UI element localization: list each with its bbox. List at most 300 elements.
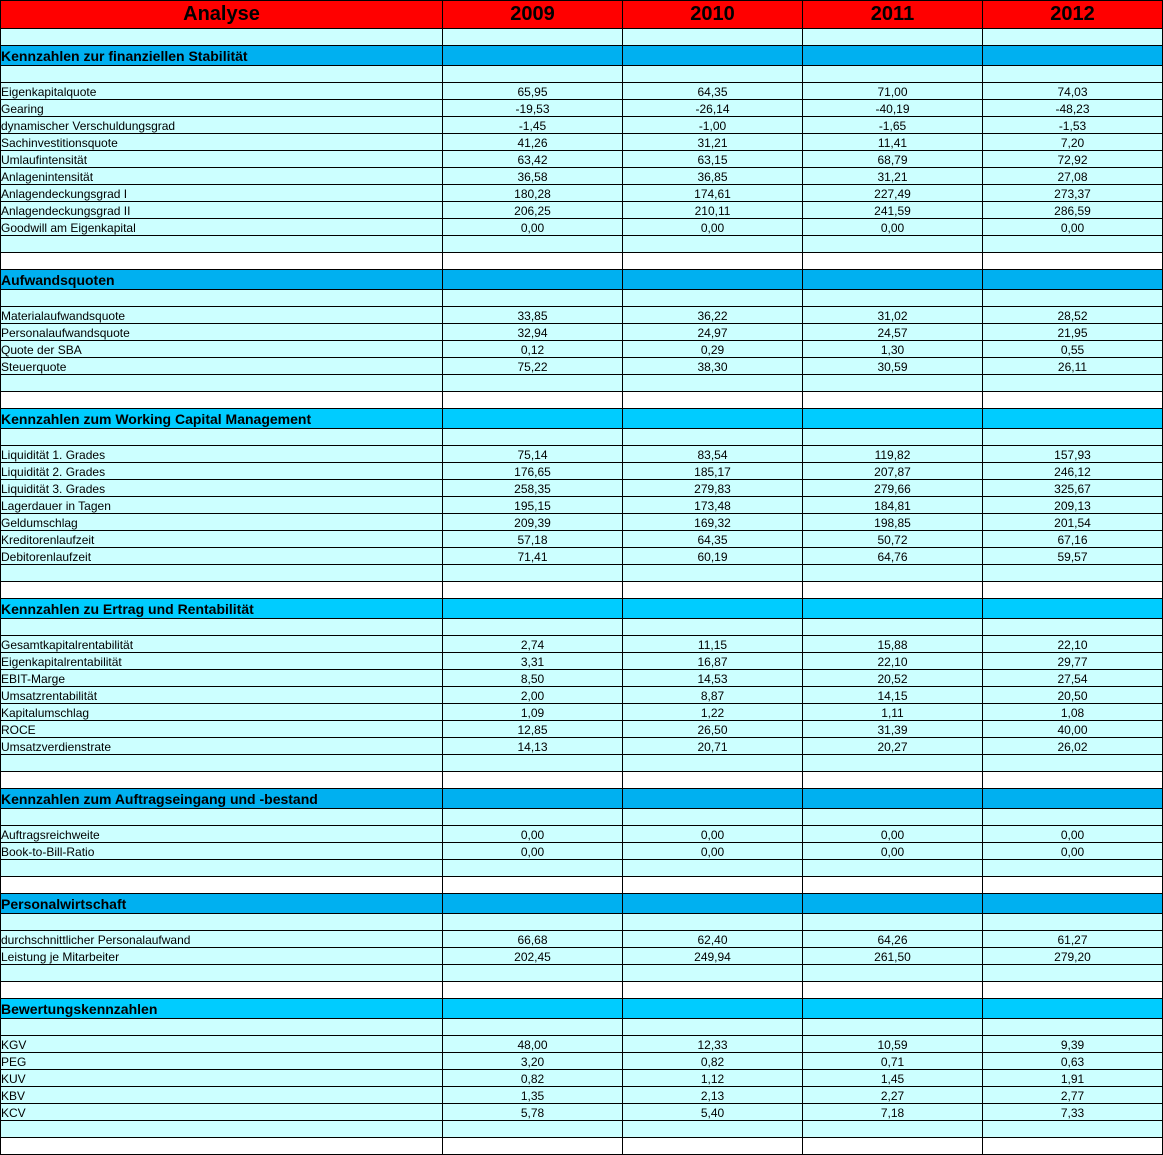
empty-cell[interactable] xyxy=(623,1138,803,1155)
metric-label-cell[interactable]: Anlagendeckungsgrad II xyxy=(1,202,443,219)
empty-cell[interactable] xyxy=(1,375,443,392)
section-title-cell[interactable]: Aufwandsquoten xyxy=(1,270,443,290)
metric-label-cell[interactable]: Leistung je Mitarbeiter xyxy=(1,948,443,965)
section-empty-cell[interactable] xyxy=(983,599,1163,619)
empty-cell[interactable] xyxy=(1,809,443,826)
metric-value-cell[interactable]: 40,00 xyxy=(983,721,1163,738)
empty-cell[interactable] xyxy=(1,565,443,582)
empty-cell[interactable] xyxy=(803,877,983,894)
metric-value-cell[interactable]: -1,65 xyxy=(803,117,983,134)
metric-value-cell[interactable]: 31,21 xyxy=(803,168,983,185)
metric-value-cell[interactable]: 64,76 xyxy=(803,548,983,565)
metric-label-cell[interactable]: KGV xyxy=(1,1036,443,1053)
empty-cell[interactable] xyxy=(443,1138,623,1155)
metric-value-cell[interactable]: 71,00 xyxy=(803,83,983,100)
empty-cell[interactable] xyxy=(803,772,983,789)
section-empty-cell[interactable] xyxy=(443,999,623,1019)
metric-label-cell[interactable]: Personalaufwandsquote xyxy=(1,324,443,341)
empty-cell[interactable] xyxy=(623,877,803,894)
empty-cell[interactable] xyxy=(1,236,443,253)
section-empty-cell[interactable] xyxy=(803,999,983,1019)
section-empty-cell[interactable] xyxy=(623,894,803,914)
metric-value-cell[interactable]: 41,26 xyxy=(443,134,623,151)
metric-label-cell[interactable]: durchschnittlicher Personalaufwand xyxy=(1,931,443,948)
metric-value-cell[interactable]: 3,20 xyxy=(443,1053,623,1070)
empty-cell[interactable] xyxy=(803,1121,983,1138)
metric-value-cell[interactable]: 29,77 xyxy=(983,653,1163,670)
section-title-cell[interactable]: Kennzahlen zur finanziellen Stabilität xyxy=(1,46,443,66)
metric-value-cell[interactable]: 185,17 xyxy=(623,463,803,480)
metric-value-cell[interactable]: 16,87 xyxy=(623,653,803,670)
metric-value-cell[interactable]: 2,27 xyxy=(803,1087,983,1104)
metric-value-cell[interactable]: 14,13 xyxy=(443,738,623,755)
section-empty-cell[interactable] xyxy=(983,999,1163,1019)
metric-value-cell[interactable]: 325,67 xyxy=(983,480,1163,497)
empty-cell[interactable] xyxy=(983,619,1163,636)
section-empty-cell[interactable] xyxy=(623,46,803,66)
header-analyse-cell[interactable]: Analyse xyxy=(1,1,443,29)
empty-cell[interactable] xyxy=(443,860,623,877)
metric-value-cell[interactable]: 74,03 xyxy=(983,83,1163,100)
empty-cell[interactable] xyxy=(623,29,803,46)
metric-value-cell[interactable]: 0,00 xyxy=(443,219,623,236)
metric-value-cell[interactable]: 1,91 xyxy=(983,1070,1163,1087)
metric-value-cell[interactable]: 24,57 xyxy=(803,324,983,341)
empty-cell[interactable] xyxy=(443,290,623,307)
empty-cell[interactable] xyxy=(1,1138,443,1155)
empty-cell[interactable] xyxy=(803,982,983,999)
empty-cell[interactable] xyxy=(1,772,443,789)
metric-value-cell[interactable]: 28,52 xyxy=(983,307,1163,324)
metric-label-cell[interactable]: ROCE xyxy=(1,721,443,738)
metric-value-cell[interactable]: 50,72 xyxy=(803,531,983,548)
empty-cell[interactable] xyxy=(443,66,623,83)
empty-cell[interactable] xyxy=(623,1019,803,1036)
metric-value-cell[interactable]: 198,85 xyxy=(803,514,983,531)
empty-cell[interactable] xyxy=(803,253,983,270)
section-empty-cell[interactable] xyxy=(983,409,1163,429)
metric-value-cell[interactable]: 64,35 xyxy=(623,83,803,100)
empty-cell[interactable] xyxy=(983,914,1163,931)
metric-value-cell[interactable]: 1,30 xyxy=(803,341,983,358)
metric-value-cell[interactable]: 36,22 xyxy=(623,307,803,324)
metric-value-cell[interactable]: -19,53 xyxy=(443,100,623,117)
empty-cell[interactable] xyxy=(623,965,803,982)
section-title-cell[interactable]: Kennzahlen zu Ertrag und Rentabilität xyxy=(1,599,443,619)
empty-cell[interactable] xyxy=(623,565,803,582)
metric-value-cell[interactable]: 83,54 xyxy=(623,446,803,463)
metric-value-cell[interactable]: 0,82 xyxy=(623,1053,803,1070)
metric-value-cell[interactable]: 31,39 xyxy=(803,721,983,738)
empty-cell[interactable] xyxy=(1,619,443,636)
metric-value-cell[interactable]: 5,40 xyxy=(623,1104,803,1121)
metric-label-cell[interactable]: Kreditorenlaufzeit xyxy=(1,531,443,548)
metric-label-cell[interactable]: Anlagendeckungsgrad I xyxy=(1,185,443,202)
metric-label-cell[interactable]: EBIT-Marge xyxy=(1,670,443,687)
empty-cell[interactable] xyxy=(443,619,623,636)
metric-value-cell[interactable]: 64,35 xyxy=(623,531,803,548)
metric-value-cell[interactable]: 209,13 xyxy=(983,497,1163,514)
metric-value-cell[interactable]: 209,39 xyxy=(443,514,623,531)
section-title-cell[interactable]: Kennzahlen zum Auftragseingang und -bestand xyxy=(1,789,443,809)
metric-value-cell[interactable]: 62,40 xyxy=(623,931,803,948)
metric-value-cell[interactable]: 0,00 xyxy=(983,843,1163,860)
metric-value-cell[interactable]: 67,16 xyxy=(983,531,1163,548)
section-empty-cell[interactable] xyxy=(803,599,983,619)
metric-value-cell[interactable]: 157,93 xyxy=(983,446,1163,463)
metric-label-cell[interactable]: Auftragsreichweite xyxy=(1,826,443,843)
metric-value-cell[interactable]: 31,21 xyxy=(623,134,803,151)
empty-cell[interactable] xyxy=(1,392,443,409)
empty-cell[interactable] xyxy=(623,619,803,636)
metric-value-cell[interactable]: 1,45 xyxy=(803,1070,983,1087)
section-empty-cell[interactable] xyxy=(623,789,803,809)
metric-value-cell[interactable]: 1,11 xyxy=(803,704,983,721)
section-title-cell[interactable]: Personalwirtschaft xyxy=(1,894,443,914)
metric-label-cell[interactable]: Kapitalumschlag xyxy=(1,704,443,721)
metric-value-cell[interactable]: 12,85 xyxy=(443,721,623,738)
metric-value-cell[interactable]: 63,15 xyxy=(623,151,803,168)
section-empty-cell[interactable] xyxy=(803,270,983,290)
metric-value-cell[interactable]: 176,65 xyxy=(443,463,623,480)
section-empty-cell[interactable] xyxy=(983,46,1163,66)
empty-cell[interactable] xyxy=(623,914,803,931)
empty-cell[interactable] xyxy=(1,860,443,877)
empty-cell[interactable] xyxy=(803,860,983,877)
metric-value-cell[interactable]: 36,58 xyxy=(443,168,623,185)
metric-value-cell[interactable]: 12,33 xyxy=(623,1036,803,1053)
metric-value-cell[interactable]: 180,28 xyxy=(443,185,623,202)
empty-cell[interactable] xyxy=(983,755,1163,772)
metric-value-cell[interactable]: 38,30 xyxy=(623,358,803,375)
empty-cell[interactable] xyxy=(443,565,623,582)
metric-value-cell[interactable]: 279,66 xyxy=(803,480,983,497)
empty-cell[interactable] xyxy=(803,236,983,253)
metric-value-cell[interactable]: 174,61 xyxy=(623,185,803,202)
metric-value-cell[interactable]: 246,12 xyxy=(983,463,1163,480)
metric-value-cell[interactable]: 7,18 xyxy=(803,1104,983,1121)
metric-value-cell[interactable]: 14,53 xyxy=(623,670,803,687)
section-title-cell[interactable]: Bewertungskennzahlen xyxy=(1,999,443,1019)
empty-cell[interactable] xyxy=(623,772,803,789)
empty-cell[interactable] xyxy=(803,29,983,46)
metric-label-cell[interactable]: Book-to-Bill-Ratio xyxy=(1,843,443,860)
empty-cell[interactable] xyxy=(803,965,983,982)
metric-value-cell[interactable]: 0,55 xyxy=(983,341,1163,358)
metric-value-cell[interactable]: 27,54 xyxy=(983,670,1163,687)
empty-cell[interactable] xyxy=(983,565,1163,582)
metric-label-cell[interactable]: Liquidität 3. Grades xyxy=(1,480,443,497)
metric-value-cell[interactable]: 0,82 xyxy=(443,1070,623,1087)
metric-value-cell[interactable]: 1,08 xyxy=(983,704,1163,721)
empty-cell[interactable] xyxy=(983,253,1163,270)
empty-cell[interactable] xyxy=(983,982,1163,999)
metric-value-cell[interactable]: 2,77 xyxy=(983,1087,1163,1104)
metric-label-cell[interactable]: Liquidität 1. Grades xyxy=(1,446,443,463)
metric-label-cell[interactable]: Liquidität 2. Grades xyxy=(1,463,443,480)
metric-value-cell[interactable]: 3,31 xyxy=(443,653,623,670)
empty-cell[interactable] xyxy=(623,375,803,392)
empty-cell[interactable] xyxy=(1,582,443,599)
empty-cell[interactable] xyxy=(803,755,983,772)
metric-value-cell[interactable]: 20,50 xyxy=(983,687,1163,704)
metric-value-cell[interactable]: 27,08 xyxy=(983,168,1163,185)
section-empty-cell[interactable] xyxy=(983,789,1163,809)
empty-cell[interactable] xyxy=(803,290,983,307)
empty-cell[interactable] xyxy=(443,236,623,253)
metric-value-cell[interactable]: 249,94 xyxy=(623,948,803,965)
metric-label-cell[interactable]: KBV xyxy=(1,1087,443,1104)
metric-value-cell[interactable]: 30,59 xyxy=(803,358,983,375)
metric-value-cell[interactable]: 11,41 xyxy=(803,134,983,151)
metric-value-cell[interactable]: 1,35 xyxy=(443,1087,623,1104)
empty-cell[interactable] xyxy=(623,392,803,409)
metric-value-cell[interactable]: -1,53 xyxy=(983,117,1163,134)
section-empty-cell[interactable] xyxy=(443,409,623,429)
metric-value-cell[interactable]: 7,33 xyxy=(983,1104,1163,1121)
empty-cell[interactable] xyxy=(983,965,1163,982)
metric-value-cell[interactable]: 11,15 xyxy=(623,636,803,653)
metric-value-cell[interactable]: -1,45 xyxy=(443,117,623,134)
metric-value-cell[interactable]: 0,00 xyxy=(623,219,803,236)
metric-value-cell[interactable]: 24,97 xyxy=(623,324,803,341)
empty-cell[interactable] xyxy=(443,375,623,392)
metric-value-cell[interactable]: 2,13 xyxy=(623,1087,803,1104)
empty-cell[interactable] xyxy=(623,290,803,307)
empty-cell[interactable] xyxy=(443,582,623,599)
metric-value-cell[interactable]: 202,45 xyxy=(443,948,623,965)
section-empty-cell[interactable] xyxy=(443,599,623,619)
metric-label-cell[interactable]: Quote der SBA xyxy=(1,341,443,358)
section-empty-cell[interactable] xyxy=(623,409,803,429)
metric-value-cell[interactable]: 48,00 xyxy=(443,1036,623,1053)
metric-value-cell[interactable]: 71,41 xyxy=(443,548,623,565)
metric-label-cell[interactable]: Gesamtkapitalrentabilität xyxy=(1,636,443,653)
empty-cell[interactable] xyxy=(803,1019,983,1036)
metric-value-cell[interactable]: 36,85 xyxy=(623,168,803,185)
empty-cell[interactable] xyxy=(1,1121,443,1138)
metric-label-cell[interactable]: Debitorenlaufzeit xyxy=(1,548,443,565)
empty-cell[interactable] xyxy=(443,1019,623,1036)
metric-value-cell[interactable]: 286,59 xyxy=(983,202,1163,219)
empty-cell[interactable] xyxy=(623,253,803,270)
metric-value-cell[interactable]: 195,15 xyxy=(443,497,623,514)
empty-cell[interactable] xyxy=(443,965,623,982)
empty-cell[interactable] xyxy=(1,429,443,446)
metric-label-cell[interactable]: KUV xyxy=(1,1070,443,1087)
metric-value-cell[interactable]: 261,50 xyxy=(803,948,983,965)
metric-value-cell[interactable]: 2,00 xyxy=(443,687,623,704)
empty-cell[interactable] xyxy=(803,66,983,83)
metric-value-cell[interactable]: 119,82 xyxy=(803,446,983,463)
empty-cell[interactable] xyxy=(1,253,443,270)
metric-value-cell[interactable]: 1,12 xyxy=(623,1070,803,1087)
metric-value-cell[interactable]: 26,02 xyxy=(983,738,1163,755)
empty-cell[interactable] xyxy=(1,29,443,46)
metric-value-cell[interactable]: 75,14 xyxy=(443,446,623,463)
metric-label-cell[interactable]: Sachinvestitionsquote xyxy=(1,134,443,151)
empty-cell[interactable] xyxy=(983,392,1163,409)
metric-value-cell[interactable]: 60,19 xyxy=(623,548,803,565)
metric-value-cell[interactable]: 72,92 xyxy=(983,151,1163,168)
metric-value-cell[interactable]: 1,22 xyxy=(623,704,803,721)
empty-cell[interactable] xyxy=(803,429,983,446)
empty-cell[interactable] xyxy=(803,375,983,392)
metric-value-cell[interactable]: 207,87 xyxy=(803,463,983,480)
empty-cell[interactable] xyxy=(1,755,443,772)
metric-value-cell[interactable]: 0,63 xyxy=(983,1053,1163,1070)
empty-cell[interactable] xyxy=(983,860,1163,877)
metric-value-cell[interactable]: 63,42 xyxy=(443,151,623,168)
header-year-cell[interactable]: 2010 xyxy=(623,1,803,29)
section-empty-cell[interactable] xyxy=(803,409,983,429)
section-empty-cell[interactable] xyxy=(803,894,983,914)
metric-value-cell[interactable]: 15,88 xyxy=(803,636,983,653)
empty-cell[interactable] xyxy=(623,755,803,772)
metric-value-cell[interactable]: 75,22 xyxy=(443,358,623,375)
metric-value-cell[interactable]: 32,94 xyxy=(443,324,623,341)
section-empty-cell[interactable] xyxy=(443,46,623,66)
metric-value-cell[interactable]: 9,39 xyxy=(983,1036,1163,1053)
metric-value-cell[interactable]: 14,15 xyxy=(803,687,983,704)
empty-cell[interactable] xyxy=(1,982,443,999)
empty-cell[interactable] xyxy=(443,29,623,46)
empty-cell[interactable] xyxy=(443,429,623,446)
empty-cell[interactable] xyxy=(1,965,443,982)
metric-label-cell[interactable]: Eigenkapitalquote xyxy=(1,83,443,100)
metric-label-cell[interactable]: dynamischer Verschuldungsgrad xyxy=(1,117,443,134)
metric-value-cell[interactable]: 184,81 xyxy=(803,497,983,514)
empty-cell[interactable] xyxy=(983,290,1163,307)
metric-value-cell[interactable]: 26,50 xyxy=(623,721,803,738)
metric-value-cell[interactable]: 258,35 xyxy=(443,480,623,497)
empty-cell[interactable] xyxy=(983,66,1163,83)
metric-value-cell[interactable]: 0,00 xyxy=(803,219,983,236)
metric-value-cell[interactable]: 20,52 xyxy=(803,670,983,687)
metric-value-cell[interactable]: 59,57 xyxy=(983,548,1163,565)
empty-cell[interactable] xyxy=(983,1121,1163,1138)
empty-cell[interactable] xyxy=(443,982,623,999)
metric-value-cell[interactable]: 22,10 xyxy=(983,636,1163,653)
metric-label-cell[interactable]: Geldumschlag xyxy=(1,514,443,531)
metric-value-cell[interactable]: 65,95 xyxy=(443,83,623,100)
section-empty-cell[interactable] xyxy=(983,894,1163,914)
empty-cell[interactable] xyxy=(1,1019,443,1036)
metric-value-cell[interactable]: 0,00 xyxy=(623,826,803,843)
section-empty-cell[interactable] xyxy=(803,789,983,809)
metric-value-cell[interactable]: 206,25 xyxy=(443,202,623,219)
metric-value-cell[interactable]: 173,48 xyxy=(623,497,803,514)
metric-label-cell[interactable]: Eigenkapitalrentabilität xyxy=(1,653,443,670)
metric-value-cell[interactable]: 273,37 xyxy=(983,185,1163,202)
metric-label-cell[interactable]: KCV xyxy=(1,1104,443,1121)
metric-label-cell[interactable]: Anlagenintensität xyxy=(1,168,443,185)
empty-cell[interactable] xyxy=(983,1138,1163,1155)
empty-cell[interactable] xyxy=(803,619,983,636)
metric-value-cell[interactable]: 279,20 xyxy=(983,948,1163,965)
metric-value-cell[interactable]: 0,12 xyxy=(443,341,623,358)
empty-cell[interactable] xyxy=(803,809,983,826)
empty-cell[interactable] xyxy=(983,429,1163,446)
empty-cell[interactable] xyxy=(623,809,803,826)
empty-cell[interactable] xyxy=(443,772,623,789)
metric-value-cell[interactable]: 1,09 xyxy=(443,704,623,721)
empty-cell[interactable] xyxy=(443,809,623,826)
section-empty-cell[interactable] xyxy=(623,999,803,1019)
metric-value-cell[interactable]: 8,87 xyxy=(623,687,803,704)
header-year-cell[interactable]: 2012 xyxy=(983,1,1163,29)
metric-value-cell[interactable]: 21,95 xyxy=(983,324,1163,341)
section-empty-cell[interactable] xyxy=(623,599,803,619)
metric-value-cell[interactable]: -26,14 xyxy=(623,100,803,117)
section-empty-cell[interactable] xyxy=(803,46,983,66)
metric-value-cell[interactable]: -48,23 xyxy=(983,100,1163,117)
empty-cell[interactable] xyxy=(983,772,1163,789)
metric-label-cell[interactable]: Umlaufintensität xyxy=(1,151,443,168)
metric-value-cell[interactable]: 279,83 xyxy=(623,480,803,497)
empty-cell[interactable] xyxy=(623,66,803,83)
metric-value-cell[interactable]: 64,26 xyxy=(803,931,983,948)
empty-cell[interactable] xyxy=(803,1138,983,1155)
empty-cell[interactable] xyxy=(803,582,983,599)
metric-value-cell[interactable]: 22,10 xyxy=(803,653,983,670)
empty-cell[interactable] xyxy=(803,565,983,582)
metric-label-cell[interactable]: Steuerquote xyxy=(1,358,443,375)
metric-value-cell[interactable]: 201,54 xyxy=(983,514,1163,531)
metric-value-cell[interactable]: 210,11 xyxy=(623,202,803,219)
empty-cell[interactable] xyxy=(1,66,443,83)
section-title-cell[interactable]: Kennzahlen zum Working Capital Management xyxy=(1,409,443,429)
metric-value-cell[interactable]: 0,00 xyxy=(803,843,983,860)
metric-value-cell[interactable]: 169,32 xyxy=(623,514,803,531)
section-empty-cell[interactable] xyxy=(443,789,623,809)
metric-value-cell[interactable]: 31,02 xyxy=(803,307,983,324)
empty-cell[interactable] xyxy=(1,914,443,931)
metric-value-cell[interactable]: 5,78 xyxy=(443,1104,623,1121)
empty-cell[interactable] xyxy=(623,429,803,446)
empty-cell[interactable] xyxy=(623,860,803,877)
metric-value-cell[interactable]: -1,00 xyxy=(623,117,803,134)
empty-cell[interactable] xyxy=(983,582,1163,599)
metric-value-cell[interactable]: 10,59 xyxy=(803,1036,983,1053)
metric-value-cell[interactable]: 8,50 xyxy=(443,670,623,687)
metric-value-cell[interactable]: 0,00 xyxy=(443,826,623,843)
section-empty-cell[interactable] xyxy=(443,894,623,914)
empty-cell[interactable] xyxy=(623,982,803,999)
metric-value-cell[interactable]: 33,85 xyxy=(443,307,623,324)
metric-value-cell[interactable]: 0,00 xyxy=(803,826,983,843)
empty-cell[interactable] xyxy=(623,582,803,599)
metric-value-cell[interactable]: 0,29 xyxy=(623,341,803,358)
empty-cell[interactable] xyxy=(623,1121,803,1138)
metric-value-cell[interactable]: 0,00 xyxy=(443,843,623,860)
metric-value-cell[interactable]: 68,79 xyxy=(803,151,983,168)
header-year-cell[interactable]: 2009 xyxy=(443,1,623,29)
metric-label-cell[interactable]: Umsatzverdienstrate xyxy=(1,738,443,755)
metric-label-cell[interactable]: PEG xyxy=(1,1053,443,1070)
empty-cell[interactable] xyxy=(623,236,803,253)
metric-label-cell[interactable]: Materialaufwandsquote xyxy=(1,307,443,324)
metric-label-cell[interactable]: Goodwill am Eigenkapital xyxy=(1,219,443,236)
metric-value-cell[interactable]: 61,27 xyxy=(983,931,1163,948)
empty-cell[interactable] xyxy=(443,253,623,270)
empty-cell[interactable] xyxy=(983,236,1163,253)
empty-cell[interactable] xyxy=(803,914,983,931)
empty-cell[interactable] xyxy=(983,809,1163,826)
section-empty-cell[interactable] xyxy=(983,270,1163,290)
metric-label-cell[interactable]: Lagerdauer in Tagen xyxy=(1,497,443,514)
metric-value-cell[interactable]: -40,19 xyxy=(803,100,983,117)
